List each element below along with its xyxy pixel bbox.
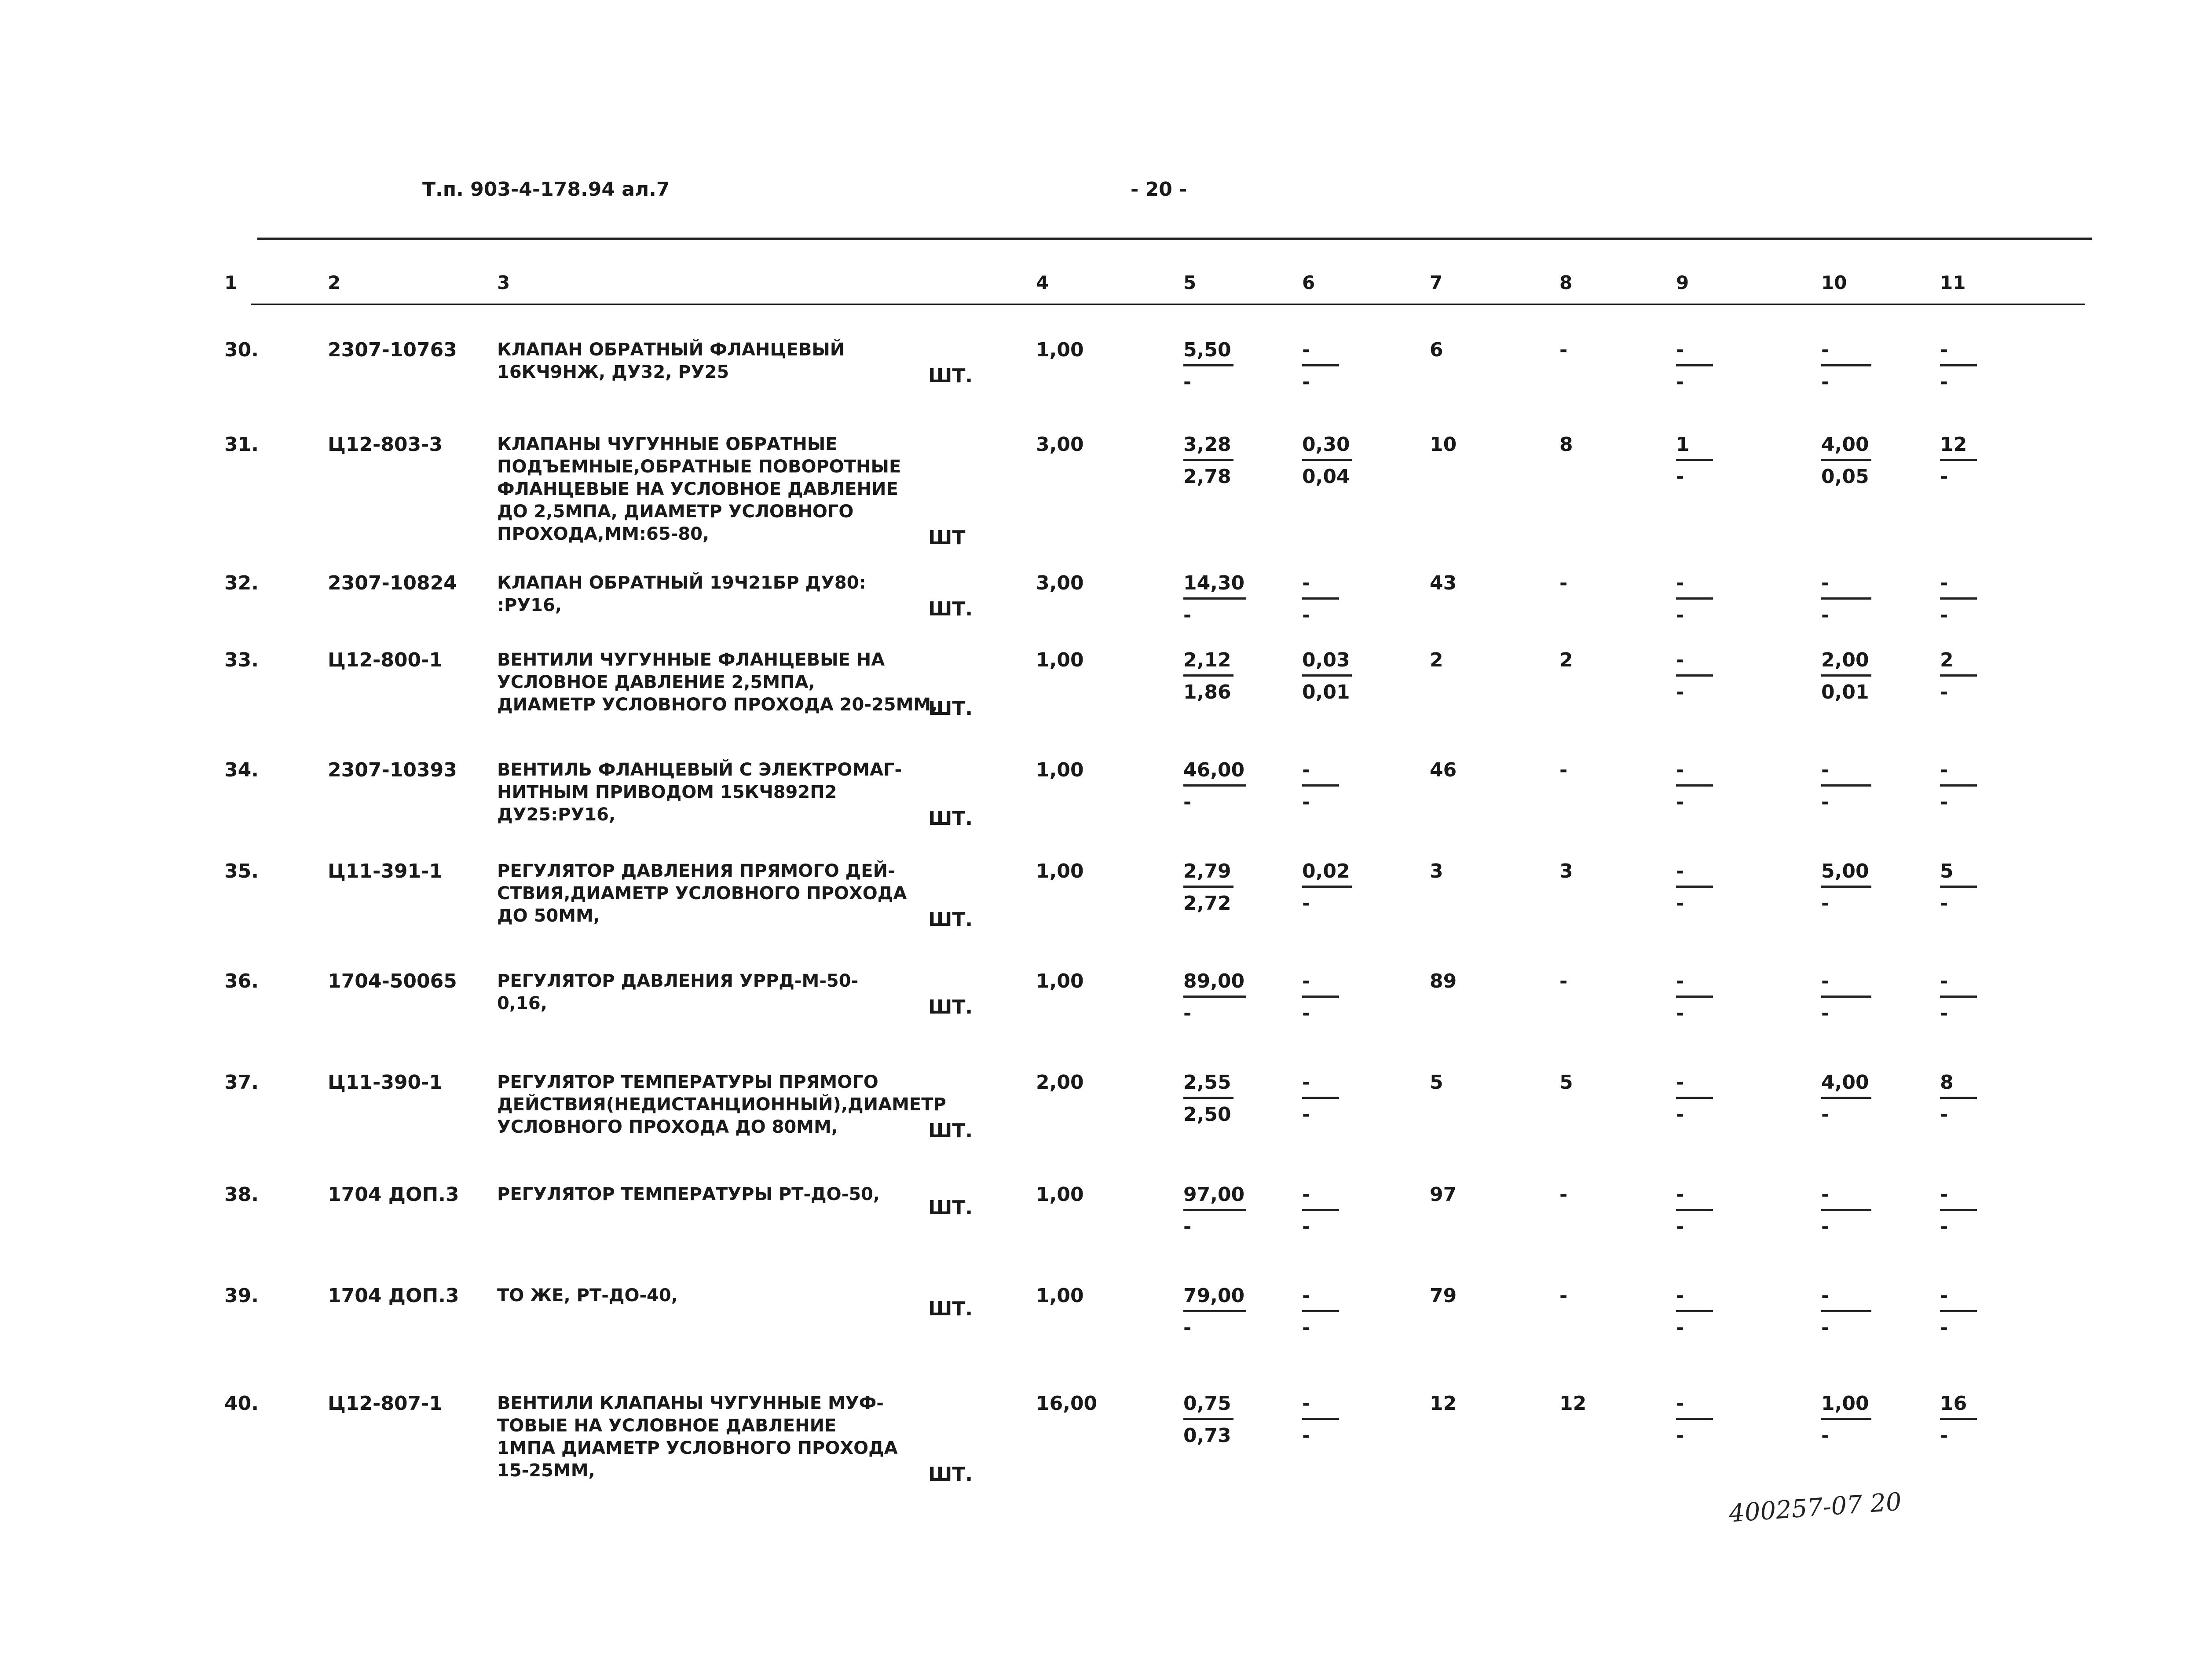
unit-of-measure: ШТ. — [928, 697, 973, 720]
fraction-numerator: - — [1940, 759, 1977, 787]
item-description-line: РЕГУЛЯТОР ДАВЛЕНИЯ ПРЯМОГО ДЕЙ- — [497, 861, 895, 881]
fraction-numerator: - — [1302, 572, 1339, 600]
fraction-denominator: - — [1302, 1317, 1310, 1339]
fraction-numerator: - — [1676, 1392, 1713, 1420]
fraction-denominator: - — [1676, 1103, 1684, 1126]
fraction-numerator: 16 — [1940, 1392, 1977, 1420]
column-8-value: 3 — [1559, 860, 1573, 882]
fraction-denominator: - — [1821, 892, 1830, 915]
row-number: 33. — [224, 649, 259, 671]
column-10-fraction — [1821, 433, 1871, 488]
column-10-fraction — [1821, 649, 1871, 704]
fraction-numerator: 2 — [1940, 649, 1977, 677]
fraction-numerator: - — [1821, 1183, 1871, 1211]
fraction-denominator: 2,78 — [1183, 465, 1231, 488]
fraction-numerator: 0,75 — [1183, 1392, 1233, 1420]
row-number: 38. — [224, 1183, 259, 1206]
item-description-line: НИТНЫМ ПРИВОДОМ 15КЧ892П2 — [497, 782, 837, 802]
column-11-fraction — [1940, 1285, 1977, 1340]
fraction-numerator: - — [1821, 339, 1871, 366]
fraction-numerator: 5,00 — [1821, 860, 1871, 888]
fraction-numerator: 2,12 — [1183, 649, 1233, 677]
quantity: 1,00 — [1036, 860, 1084, 882]
item-code: 2307-10393 — [328, 759, 457, 781]
fraction-denominator: - — [1940, 1317, 1948, 1339]
fraction-numerator: - — [1940, 339, 1977, 366]
quantity: 3,00 — [1036, 433, 1084, 456]
column-7-value: 10 — [1430, 433, 1457, 456]
item-description-line: ДЕЙСТВИЯ(НЕДИСТАНЦИОННЫЙ),ДИАМЕТР — [497, 1094, 946, 1115]
quantity: 16,00 — [1036, 1392, 1098, 1415]
item-description-line: КЛАПАНЫ ЧУГУННЫЕ ОБРАТНЫЕ — [497, 434, 838, 454]
fraction-denominator: - — [1821, 1002, 1830, 1025]
column-number: 7 — [1430, 272, 1443, 293]
item-code: 1704-50065 — [328, 970, 457, 992]
column-5-fraction — [1183, 1392, 1233, 1447]
fraction-numerator: 5 — [1940, 860, 1977, 888]
fraction-numerator: - — [1676, 1285, 1713, 1312]
item-description-line: УСЛОВНОГО ПРОХОДА ДО 80ММ, — [497, 1117, 838, 1137]
fraction-numerator: - — [1676, 1071, 1713, 1099]
unit-of-measure: ШТ — [928, 527, 966, 549]
fraction-denominator: - — [1821, 1317, 1830, 1339]
column-9-fraction — [1676, 339, 1713, 394]
row-number: 37. — [224, 1071, 259, 1094]
fraction-denominator: - — [1940, 681, 1948, 703]
fraction-denominator: - — [1821, 371, 1830, 393]
item-description-line: ПРОХОДА,ММ:65-80, — [497, 524, 710, 544]
column-7-value: 5 — [1430, 1071, 1443, 1094]
item-description-line: ДУ25:РУ16, — [497, 805, 616, 825]
column-11-fraction — [1940, 1392, 1977, 1447]
column-7-value: 43 — [1430, 572, 1457, 594]
item-description-line: КЛАПАН ОБРАТНЫЙ 19Ч21БР ДУ80: — [497, 573, 866, 593]
item-description-line: КЛАПАН ОБРАТНЫЙ ФЛАНЦЕВЫЙ — [497, 340, 845, 360]
fraction-numerator: - — [1676, 759, 1713, 787]
item-description-line: ТО ЖЕ, РТ-ДО-40, — [497, 1285, 678, 1306]
fraction-denominator: - — [1183, 1215, 1192, 1238]
column-5-fraction — [1183, 1183, 1246, 1238]
column-number: 11 — [1940, 272, 1966, 293]
column-6-fraction — [1302, 860, 1352, 915]
fraction-numerator: - — [1821, 970, 1871, 998]
column-7-value: 46 — [1430, 759, 1457, 781]
document-reference: Т.п. 903-4-178.94 ал.7 — [422, 178, 670, 201]
fraction-denominator: - — [1676, 791, 1684, 813]
item-code: Ц12-800-1 — [328, 649, 443, 671]
column-6-fraction — [1302, 572, 1339, 627]
quantity: 2,00 — [1036, 1071, 1084, 1094]
column-6-fraction — [1302, 1183, 1339, 1238]
column-7-value: 89 — [1430, 970, 1457, 992]
fraction-denominator: - — [1183, 1317, 1192, 1339]
column-11-fraction — [1940, 759, 1977, 814]
quantity: 1,00 — [1036, 970, 1084, 992]
column-number: 8 — [1559, 272, 1573, 293]
fraction-denominator: - — [1676, 1317, 1684, 1339]
fraction-denominator: - — [1940, 1002, 1948, 1025]
fraction-denominator: 0,01 — [1821, 681, 1869, 703]
fraction-numerator: 5,50 — [1183, 339, 1233, 366]
column-8-value: 8 — [1559, 433, 1573, 456]
column-number: 1 — [224, 272, 238, 293]
column-5-fraction — [1183, 572, 1246, 627]
item-description-line: 0,16, — [497, 993, 547, 1014]
item-description-line: 16КЧ9НЖ, ДУ32, РУ25 — [497, 362, 729, 382]
fraction-numerator: 2,79 — [1183, 860, 1233, 888]
unit-of-measure: ШТ. — [928, 1463, 973, 1486]
column-10-fraction — [1821, 572, 1871, 627]
column-11-fraction — [1940, 1071, 1977, 1126]
column-5-fraction — [1183, 1285, 1246, 1340]
fraction-numerator: 2,00 — [1821, 649, 1871, 677]
unit-of-measure: ШТ. — [928, 1298, 973, 1320]
fraction-denominator: - — [1940, 465, 1948, 488]
fraction-denominator: - — [1183, 1002, 1192, 1025]
column-7-value: 3 — [1430, 860, 1443, 882]
fraction-denominator: - — [1183, 604, 1192, 626]
item-description-line: РЕГУЛЯТОР ДАВЛЕНИЯ УРРД-М-50- — [497, 971, 859, 991]
column-number: 9 — [1676, 272, 1689, 293]
item-description-line: ПОДЪЕМНЫЕ,ОБРАТНЫЕ ПОВОРОТНЫЕ — [497, 457, 901, 477]
fraction-numerator: - — [1940, 1285, 1977, 1312]
fraction-denominator: - — [1676, 371, 1684, 393]
fraction-numerator: - — [1821, 1285, 1871, 1312]
row-number: 36. — [224, 970, 259, 992]
column-10-fraction — [1821, 1392, 1871, 1447]
fraction-denominator: 0,04 — [1302, 465, 1350, 488]
fraction-denominator: 0,01 — [1302, 681, 1350, 703]
column-6-fraction — [1302, 649, 1352, 704]
column-9-fraction — [1676, 1392, 1713, 1447]
fraction-denominator: - — [1821, 1215, 1830, 1238]
fraction-denominator: - — [1821, 1424, 1830, 1447]
column-5-fraction — [1183, 860, 1233, 915]
fraction-numerator: - — [1676, 649, 1713, 677]
quantity: 1,00 — [1036, 339, 1084, 361]
column-10-fraction — [1821, 1183, 1871, 1238]
fraction-denominator: - — [1676, 604, 1684, 626]
item-description-line: РЕГУЛЯТОР ТЕМПЕРАТУРЫ ПРЯМОГО — [497, 1072, 878, 1092]
fraction-denominator: - — [1302, 604, 1310, 626]
fraction-denominator: 2,50 — [1183, 1103, 1231, 1126]
item-code: Ц11-390-1 — [328, 1071, 443, 1094]
column-11-fraction — [1940, 433, 1977, 488]
column-9-fraction — [1676, 1183, 1713, 1238]
unit-of-measure: ШТ. — [928, 1197, 973, 1219]
fraction-numerator: - — [1676, 970, 1713, 998]
fraction-denominator: - — [1940, 1103, 1948, 1126]
fraction-numerator: 4,00 — [1821, 433, 1871, 461]
fraction-numerator: - — [1302, 1392, 1339, 1420]
item-description-line: ДИАМЕТР УСЛОВНОГО ПРОХОДА 20-25ММ, — [497, 695, 938, 715]
column-5-fraction — [1183, 433, 1233, 488]
item-description-line: СТВИЯ,ДИАМЕТР УСЛОВНОГО ПРОХОДА — [497, 883, 907, 904]
column-8-value: 12 — [1559, 1392, 1587, 1415]
column-9-fraction — [1676, 970, 1713, 1025]
unit-of-measure: ШТ. — [928, 365, 973, 387]
fraction-denominator: - — [1302, 1424, 1310, 1447]
column-11-fraction — [1940, 339, 1977, 394]
fraction-numerator: - — [1302, 1183, 1339, 1211]
fraction-numerator: - — [1302, 339, 1339, 366]
column-5-fraction — [1183, 649, 1233, 704]
fraction-numerator: 0,03 — [1302, 649, 1352, 677]
fraction-denominator: - — [1940, 1424, 1948, 1447]
column-8-value: 2 — [1559, 649, 1573, 671]
column-number: 6 — [1302, 272, 1315, 293]
quantity: 1,00 — [1036, 1183, 1084, 1206]
item-code: Ц11-391-1 — [328, 860, 443, 882]
fraction-denominator: - — [1676, 1424, 1684, 1447]
fraction-numerator: - — [1302, 970, 1339, 998]
column-7-value: 97 — [1430, 1183, 1457, 1206]
row-number: 40. — [224, 1392, 259, 1415]
item-code: 1704 ДОП.3 — [328, 1285, 459, 1307]
header-rule — [251, 304, 2085, 305]
column-number: 10 — [1821, 272, 1847, 293]
column-number: 3 — [497, 272, 510, 293]
column-5-fraction — [1183, 1071, 1233, 1126]
column-5-fraction — [1183, 339, 1233, 394]
fraction-numerator: 4,00 — [1821, 1071, 1871, 1099]
item-code: 1704 ДОП.3 — [328, 1183, 459, 1206]
quantity: 1,00 — [1036, 649, 1084, 671]
fraction-denominator: - — [1302, 892, 1310, 915]
row-number: 39. — [224, 1285, 259, 1307]
fraction-numerator: - — [1821, 759, 1871, 787]
column-8-value: - — [1559, 572, 1568, 594]
column-8-value: - — [1559, 759, 1568, 781]
item-code: 2307-10824 — [328, 572, 457, 594]
fraction-numerator: 8 — [1940, 1071, 1977, 1099]
fraction-numerator: - — [1676, 1183, 1713, 1211]
top-rule — [257, 238, 2092, 240]
fraction-denominator: - — [1676, 1215, 1684, 1238]
page-number: - 20 - — [1131, 178, 1187, 201]
fraction-numerator: 79,00 — [1183, 1285, 1246, 1312]
fraction-denominator: - — [1940, 791, 1948, 813]
fraction-numerator: - — [1940, 572, 1977, 600]
fraction-denominator: - — [1302, 791, 1310, 813]
fraction-denominator: - — [1302, 1215, 1310, 1238]
fraction-numerator: - — [1821, 572, 1871, 600]
fraction-denominator: - — [1821, 604, 1830, 626]
column-8-value: - — [1559, 1183, 1568, 1206]
item-code: Ц12-807-1 — [328, 1392, 443, 1415]
column-10-fraction — [1821, 860, 1871, 915]
fraction-denominator: - — [1940, 892, 1948, 915]
fraction-numerator: - — [1940, 970, 1977, 998]
column-9-fraction — [1676, 572, 1713, 627]
column-6-fraction — [1302, 970, 1339, 1025]
column-10-fraction — [1821, 970, 1871, 1025]
fraction-denominator: - — [1676, 465, 1684, 488]
fraction-denominator: 1,86 — [1183, 681, 1231, 703]
fraction-numerator: 3,28 — [1183, 433, 1233, 461]
column-number: 2 — [328, 272, 341, 293]
item-description-line: УСЛОВНОЕ ДАВЛЕНИЕ 2,5МПА, — [497, 672, 815, 692]
column-6-fraction — [1302, 1071, 1339, 1126]
item-description-line: ВЕНТИЛИ КЛАПАНЫ ЧУГУННЫЕ МУФ- — [497, 1393, 884, 1413]
column-8-value: - — [1559, 1285, 1568, 1307]
item-description-line: ДО 2,5МПА, ДИАМЕТР УСЛОВНОГО — [497, 501, 854, 522]
row-number: 35. — [224, 860, 259, 882]
quantity: 1,00 — [1036, 759, 1084, 781]
fraction-denominator: - — [1676, 892, 1684, 915]
fraction-numerator: 1 — [1676, 433, 1713, 461]
row-number: 32. — [224, 572, 259, 594]
column-11-fraction — [1940, 649, 1977, 704]
item-description-line: 1МПА ДИАМЕТР УСЛОВНОГО ПРОХОДА — [497, 1438, 898, 1458]
fraction-numerator: - — [1940, 1183, 1977, 1211]
fraction-numerator: - — [1676, 572, 1713, 600]
fraction-numerator: 12 — [1940, 433, 1977, 461]
unit-of-measure: ШТ. — [928, 1120, 973, 1142]
item-description-line: РЕГУЛЯТОР ТЕМПЕРАТУРЫ РТ-ДО-50, — [497, 1184, 880, 1204]
column-11-fraction — [1940, 572, 1977, 627]
column-9-fraction — [1676, 1285, 1713, 1340]
fraction-denominator: - — [1676, 1002, 1684, 1025]
column-8-value: - — [1559, 970, 1568, 992]
fraction-numerator: 14,30 — [1183, 572, 1246, 600]
fraction-denominator: - — [1676, 681, 1684, 703]
column-7-value: 12 — [1430, 1392, 1457, 1415]
quantity: 3,00 — [1036, 572, 1084, 594]
column-7-value: 2 — [1430, 649, 1443, 671]
fraction-numerator: - — [1676, 860, 1713, 888]
item-code: Ц12-803-3 — [328, 433, 443, 456]
fraction-denominator: - — [1183, 791, 1192, 813]
quantity: 1,00 — [1036, 1285, 1084, 1307]
column-11-fraction — [1940, 860, 1977, 915]
column-number: 5 — [1183, 272, 1197, 293]
item-description-line: ФЛАНЦЕВЫЕ НА УСЛОВНОЕ ДАВЛЕНИЕ — [497, 479, 898, 499]
column-5-fraction — [1183, 759, 1246, 814]
column-5-fraction — [1183, 970, 1246, 1025]
fraction-denominator: - — [1302, 1103, 1310, 1126]
fraction-denominator: - — [1302, 371, 1310, 393]
fraction-denominator: 2,72 — [1183, 892, 1231, 915]
column-11-fraction — [1940, 1183, 1977, 1238]
column-6-fraction — [1302, 433, 1352, 488]
column-9-fraction — [1676, 649, 1713, 704]
fraction-numerator: - — [1302, 759, 1339, 787]
unit-of-measure: ШТ. — [928, 807, 973, 830]
column-6-fraction — [1302, 1285, 1339, 1340]
fraction-denominator: - — [1940, 604, 1948, 626]
fraction-denominator: 0,05 — [1821, 465, 1869, 488]
item-description-line: 15-25ММ, — [497, 1460, 595, 1481]
fraction-numerator: 0,30 — [1302, 433, 1352, 461]
fraction-numerator: 2,55 — [1183, 1071, 1233, 1099]
fraction-denominator: - — [1821, 1103, 1830, 1126]
column-11-fraction — [1940, 970, 1977, 1025]
column-10-fraction — [1821, 1285, 1871, 1340]
column-8-value: 5 — [1559, 1071, 1573, 1094]
row-number: 30. — [224, 339, 259, 361]
fraction-numerator: - — [1676, 339, 1713, 366]
fraction-numerator: - — [1302, 1071, 1339, 1099]
unit-of-measure: ШТ. — [928, 908, 973, 931]
column-7-value: 6 — [1430, 339, 1443, 361]
column-9-fraction — [1676, 759, 1713, 814]
fraction-denominator: - — [1302, 1002, 1310, 1025]
item-description-line: ВЕНТИЛЬ ФЛАНЦЕВЫЙ С ЭЛЕКТРОМАГ- — [497, 760, 902, 780]
column-10-fraction — [1821, 759, 1871, 814]
fraction-denominator: - — [1821, 791, 1830, 813]
column-6-fraction — [1302, 759, 1339, 814]
fraction-denominator: - — [1940, 1215, 1948, 1238]
fraction-denominator: 0,73 — [1183, 1424, 1231, 1447]
column-8-value: - — [1559, 339, 1568, 361]
fraction-denominator: - — [1183, 371, 1192, 393]
column-9-fraction — [1676, 433, 1713, 488]
row-number: 34. — [224, 759, 259, 781]
unit-of-measure: ШТ. — [928, 598, 973, 620]
fraction-numerator: 0,02 — [1302, 860, 1352, 888]
unit-of-measure: ШТ. — [928, 996, 973, 1018]
column-6-fraction — [1302, 1392, 1339, 1447]
fraction-numerator: - — [1302, 1285, 1339, 1312]
item-description-line: ТОВЫЕ НА УСЛОВНОЕ ДАВЛЕНИЕ — [497, 1416, 837, 1436]
handwritten-note: 400257-07 20 — [1728, 1487, 1903, 1528]
fraction-numerator: 46,00 — [1183, 759, 1246, 787]
fraction-denominator: - — [1940, 371, 1948, 393]
item-description-line: ВЕНТИЛИ ЧУГУННЫЕ ФЛАНЦЕВЫЕ НА — [497, 650, 885, 670]
column-7-value: 79 — [1430, 1285, 1457, 1307]
item-description-line: ДО 50ММ, — [497, 906, 600, 926]
row-number: 31. — [224, 433, 259, 456]
column-6-fraction — [1302, 339, 1339, 394]
fraction-numerator: 97,00 — [1183, 1183, 1246, 1211]
column-10-fraction — [1821, 339, 1871, 394]
column-9-fraction — [1676, 860, 1713, 915]
column-9-fraction — [1676, 1071, 1713, 1126]
column-10-fraction — [1821, 1071, 1871, 1126]
item-description-line: :РУ16, — [497, 595, 562, 615]
fraction-numerator: 89,00 — [1183, 970, 1246, 998]
item-code: 2307-10763 — [328, 339, 457, 361]
fraction-numerator: 1,00 — [1821, 1392, 1871, 1420]
column-number: 4 — [1036, 272, 1049, 293]
